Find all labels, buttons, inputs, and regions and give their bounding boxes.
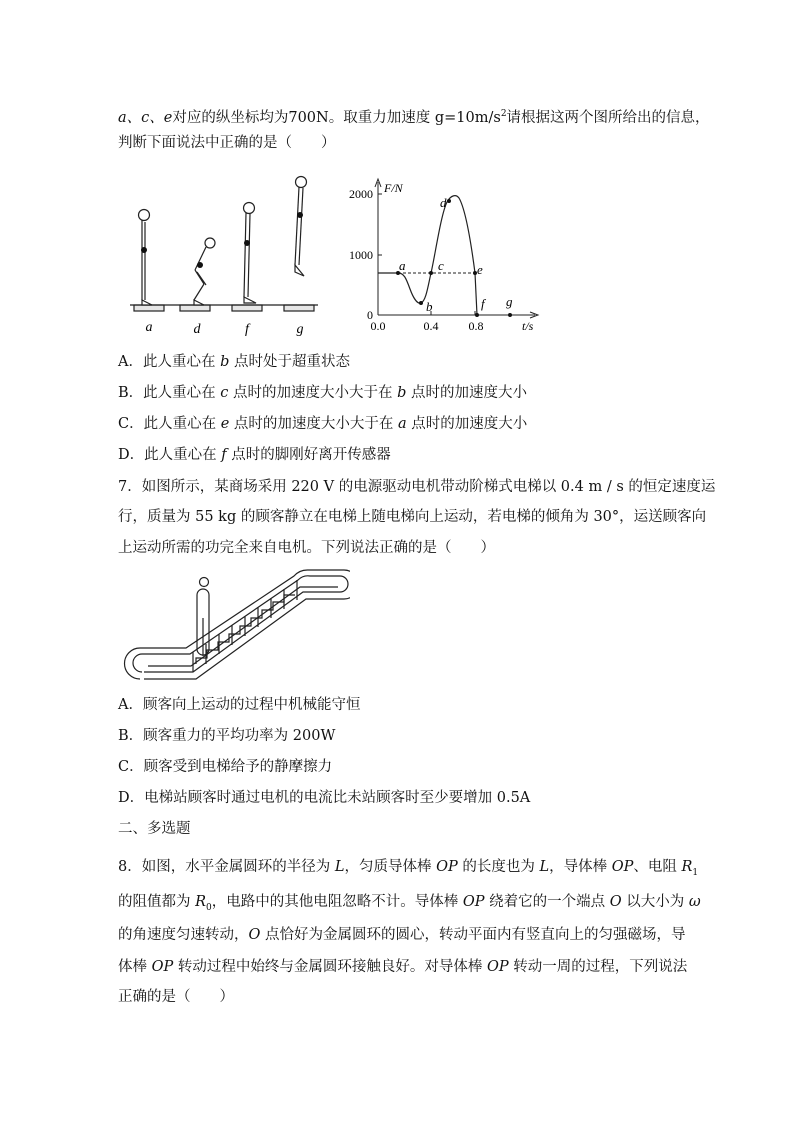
q8-line-1: 8．如图，水平金属圆环的半径为 L，匀质导体棒 OP 的长度也为 L，导体棒 OP、电阻 $R_1$: [118, 859, 699, 878]
x-tick-0.8: 0.8: [468, 319, 484, 333]
q8-line-3: 的角速度匀速转动，O 点恰好为金属圆环的圆心，转动平面内有竖直向上的匀强磁场，导: [118, 927, 686, 943]
y-axis-label: F/N: [384, 181, 403, 195]
pose-label-f: f: [245, 322, 249, 337]
q8-line-5: 正确的是（ ）: [118, 989, 234, 1005]
q7-option-a: A．顾客向上运动的过程中机械能守恒: [118, 697, 361, 713]
point-label-a: a: [399, 258, 406, 273]
q6-option-d: D．此人重心在 f 点时的脚刚好离开传感器: [118, 447, 391, 463]
q7-line-2: 行，质量为 55 kg 的顾客静立在电梯上随电梯向上运动，若电梯的倾角为 30°，运送顾客向: [118, 509, 707, 525]
point-label-e: e: [477, 262, 483, 277]
q6-intro-line-2: 判断下面说法中正确的是（ ）: [118, 135, 336, 151]
q6-option-a: A．此人重心在 b 点时处于超重状态: [118, 354, 350, 370]
section-heading-multiple-choice: 二、多选题: [118, 821, 191, 837]
x-axis-label: t/s: [522, 319, 534, 333]
y-tick-0: 0: [367, 308, 373, 322]
q7-option-d: D．电梯站顾客时通过电机的电流比未站顾客时至少要增加 0.5A: [118, 790, 531, 806]
q6-jump-poses-figure: [124, 172, 324, 337]
y-tick-2000: 2000: [349, 187, 373, 201]
point-label-d: d: [440, 195, 447, 210]
q6-option-b: B．此人重心在 c 点时的加速度大小大于在 b 点时的加速度大小: [118, 385, 528, 401]
q7-option-b: B．顾客重力的平均功率为 200W: [118, 728, 336, 744]
point-label-b: b: [426, 299, 433, 314]
q8-line-4: 体棒 OP 转动过程中始终与金属圆环接触良好。对导体棒 OP 转动一周的过程，下列说法: [118, 959, 688, 975]
pose-label-a: a: [145, 320, 153, 335]
q8-line-2: 的阻值都为 $R_0$，电路中的其他电阻忽略不计。导体棒 OP 绕着它的一个端点 O 以大小为 ω: [118, 894, 701, 913]
q6-intro-line-1: a、c、e对应的纵坐标均为700N。取重力加速度 $g=10m/s^2$请根据这两个图所给出的信息，: [118, 109, 710, 126]
x-tick-0.4: 0.4: [423, 319, 439, 333]
point-label-c: c: [438, 258, 444, 273]
point-label-f: f: [481, 296, 485, 311]
q6-force-time-graph: [340, 174, 550, 334]
x-tick-0: 0.0: [370, 319, 386, 333]
pose-label-g: g: [296, 322, 304, 337]
point-label-g: g: [506, 294, 513, 309]
q6-option-c: C．此人重心在 e 点时的加速度大小大于在 a 点时的加速度大小: [118, 416, 528, 432]
y-tick-1000: 1000: [349, 248, 373, 262]
q7-option-c: C．顾客受到电梯给予的静摩擦力: [118, 759, 333, 775]
q7-line-3: 上运动所需的功完全来自电机。下列说法正确的是（ ）: [118, 540, 495, 556]
q7-line-1: 7．如图所示，某商场采用 220 V 的电源驱动电机带动阶梯式电梯以 0.4 m / s 的恒定速度运: [118, 479, 716, 495]
q7-escalator-figure: [118, 568, 350, 680]
pose-label-d: d: [193, 322, 201, 337]
